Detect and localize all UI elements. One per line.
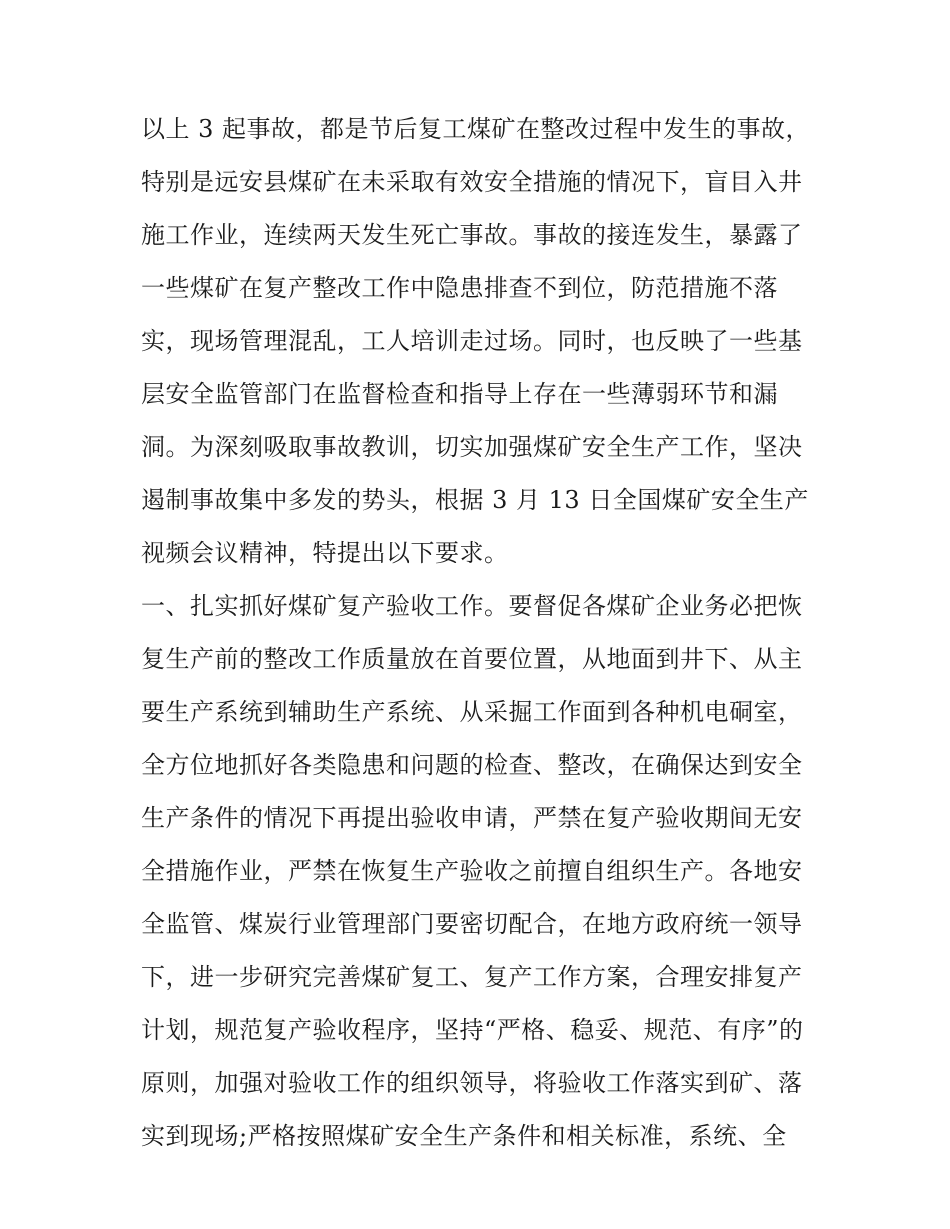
document-body [141,103,821,1163]
text-line: 复生产前的整改工作质量放在首要位置，从地面到井下、从主 [141,645,803,673]
text-line: 实，现场管理混乱，工人培训走过场。同时，也反映了一些基 [141,327,803,355]
text-line: 一些煤矿在复产整改工作中隐患排查不到位，防范措施不落 [141,274,778,302]
text-line: 计划，规范复产验收程序，坚持“严格、稳妥、规范、有序”的 [141,1016,804,1044]
text-line: 原则，加强对验收工作的组织领导，将验收工作落实到矿、落 [141,1069,803,1097]
text-line: 实到现场;严格按照煤矿安全生产条件和相关标准，系统、全 [141,1122,787,1150]
text-line: 全监管、煤炭行业管理部门要密切配合，在地方政府统一领导 [141,910,803,938]
text-line: 生产条件的情况下再提出验收申请，严禁在复产验收期间无安 [141,804,803,832]
text-line: 洞。为深刻吸取事故教训，切实加强煤矿安全生产工作，坚决 [141,433,803,461]
text-line: 遏制事故集中多发的势头，根据 3 月 13 日全国煤矿安全生产 [141,486,809,514]
text-line: 特别是远安县煤矿在未采取有效安全措施的情况下，盲目入井 [141,168,803,196]
text-line: 层安全监管部门在监督检查和指导上存在一些薄弱环节和漏 [141,380,778,408]
text-line: 以上 3 起事故，都是节后复工煤矿在整改过程中发生的事故， [141,115,811,143]
text-line: 全方位地抓好各类隐患和问题的检查、整改，在确保达到安全 [141,751,803,779]
text-line: 施工作业，连续两天发生死亡事故。事故的接连发生，暴露了 [141,221,803,249]
text-line: 全措施作业，严禁在恢复生产验收之前擅自组织生产。各地安 [141,857,803,885]
text-line: 视频会议精神，特提出以下要求。 [141,539,509,567]
section-heading-line: 一、扎实抓好煤矿复产验收工作。要督促各煤矿企业务必把恢 [141,592,803,620]
text-line: 下，进一步研究完善煤矿复工、复产工作方案，合理安排复产 [141,963,803,991]
text-line: 要生产系统到辅助生产系统、从采掘工作面到各种机电硐室， [141,698,803,726]
